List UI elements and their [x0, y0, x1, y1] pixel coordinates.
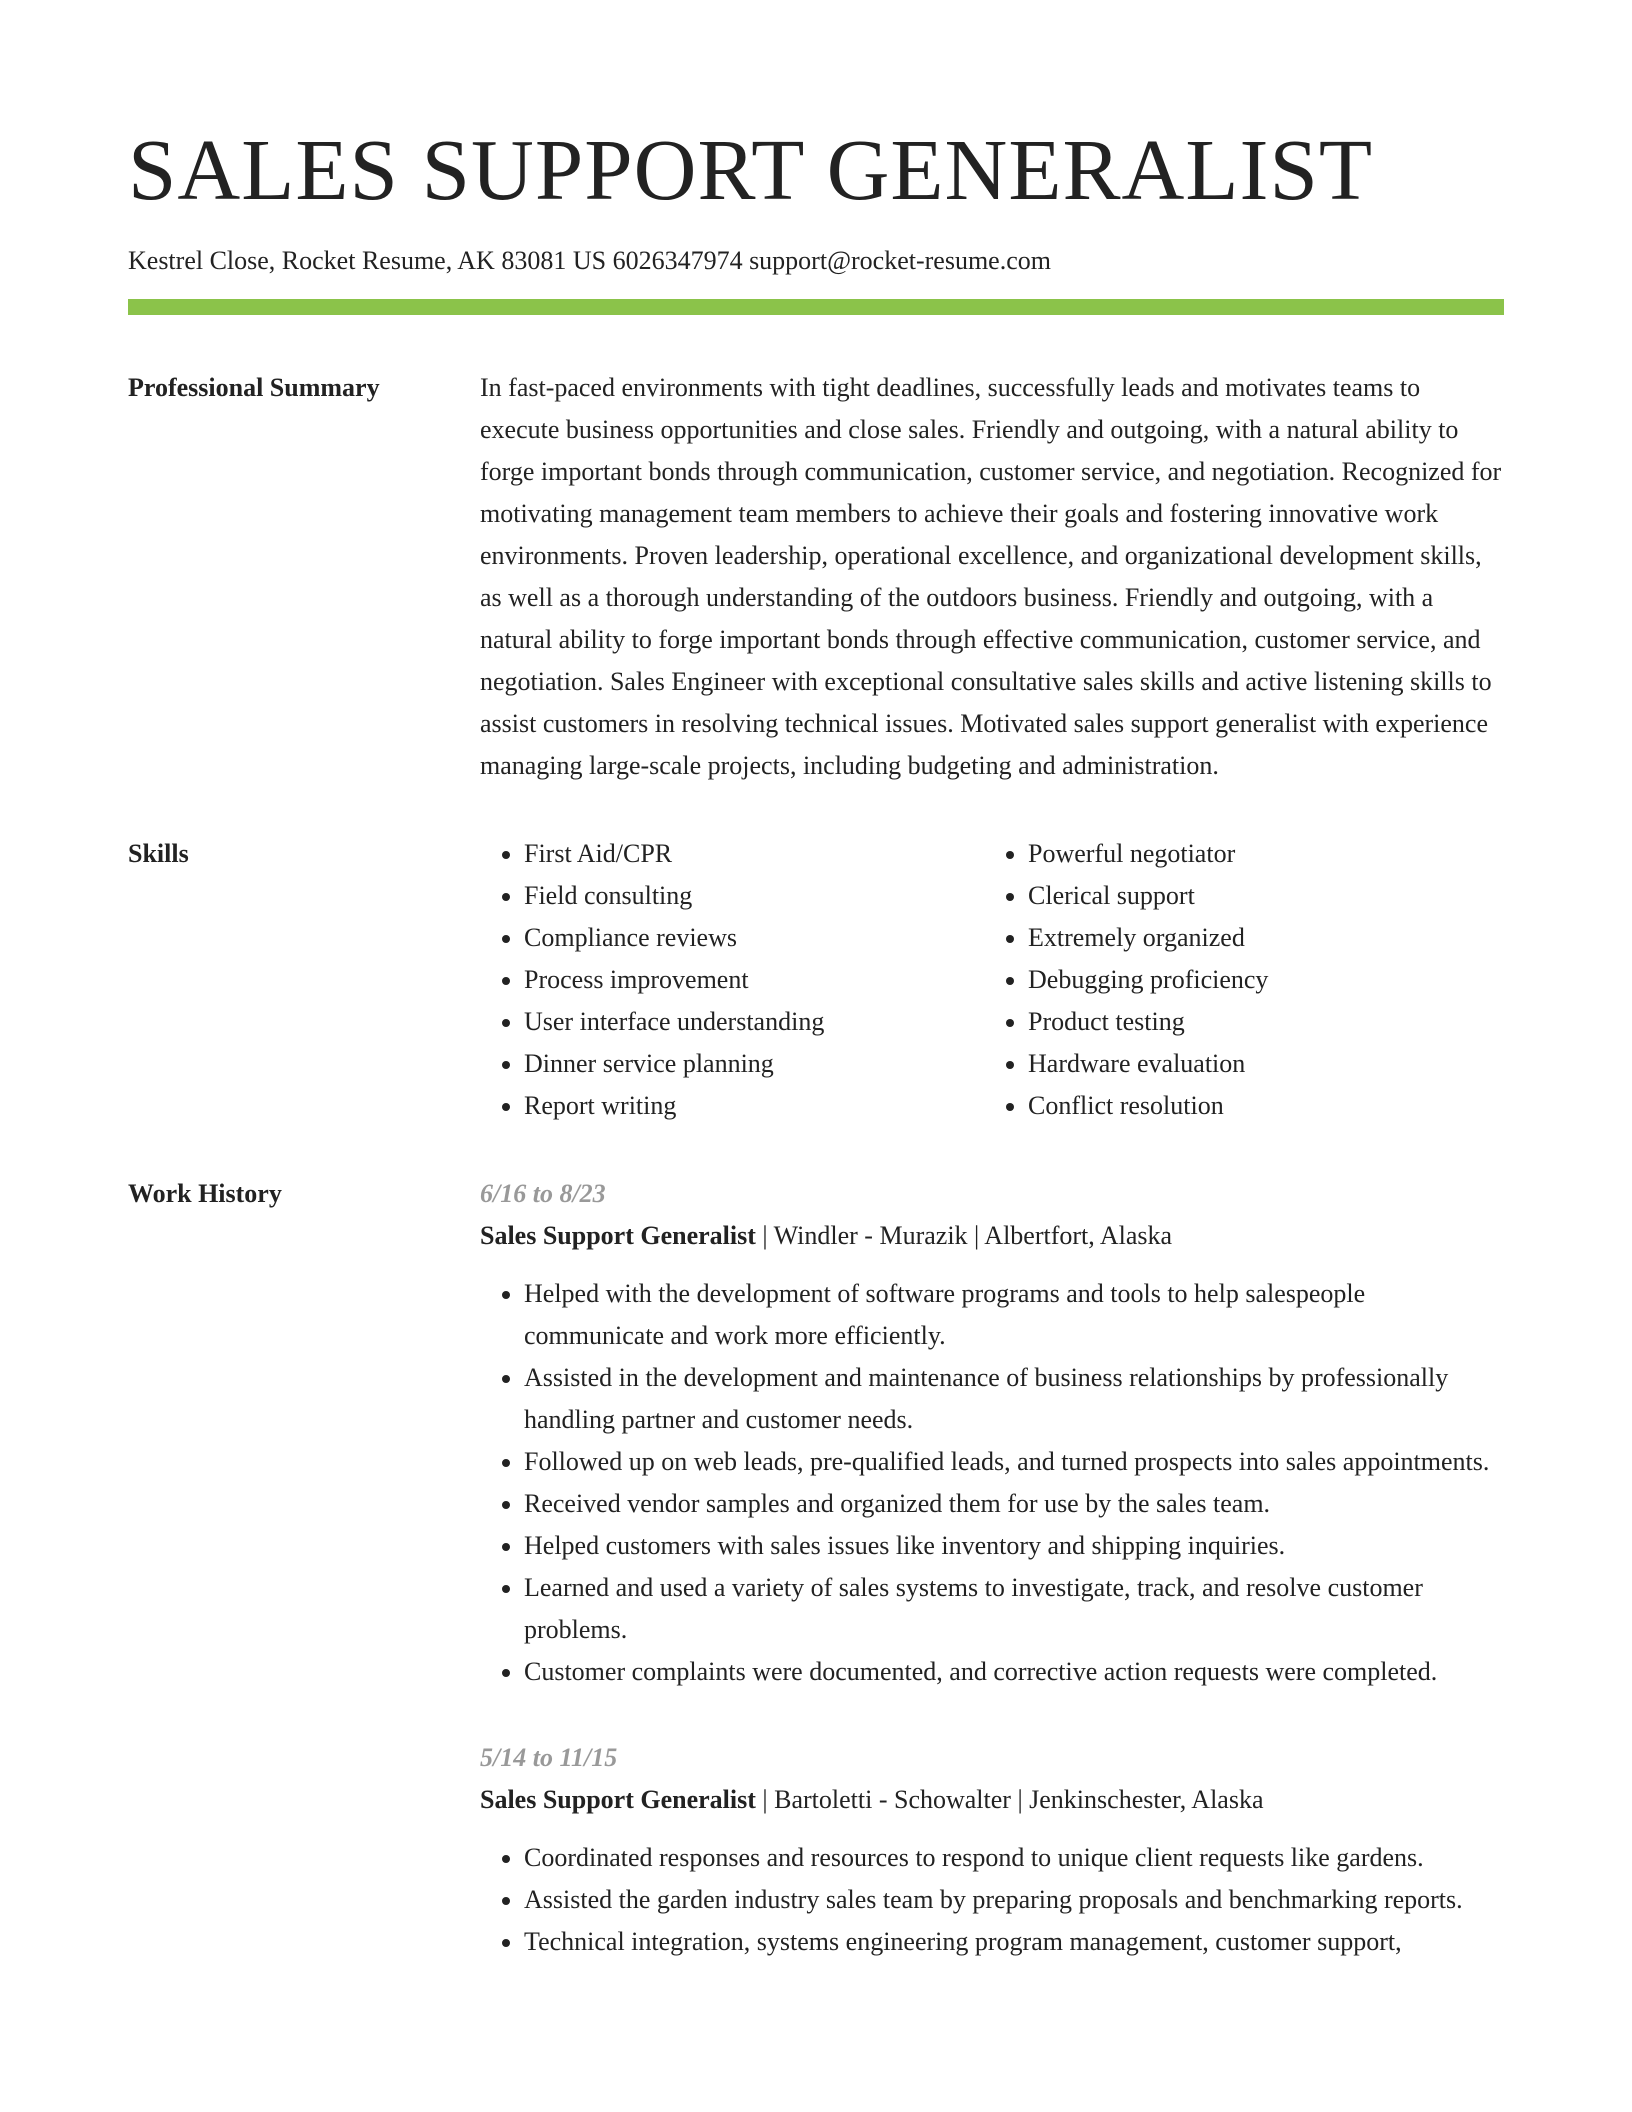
resume-page	[128, 120, 1504, 2007]
job-bullet: • Assisted the garden industry sales team by preparing proposals and benchmarking reports.	[524, 1879, 1504, 1921]
skill-item: • Dinner service planning	[524, 1043, 984, 1085]
job-employer-location: | Windler - Murazik | Albertfort, Alaska	[755, 1221, 1173, 1250]
job-bullet: • Followed up on web leads, pre-qualified leads, and turned prospects into sales appointments.	[524, 1441, 1504, 1483]
skill-item: • Conflict resolution	[1028, 1085, 1488, 1127]
skills-section	[128, 833, 1504, 1127]
job-bullet: • Technical integration, systems engineering program management, customer support,	[524, 1921, 1504, 1963]
job-title: Sales Support Generalist	[480, 1221, 756, 1250]
job-entry	[480, 1173, 1504, 1693]
skill-item: • User interface understanding	[524, 1001, 984, 1043]
summary-section	[128, 367, 1504, 787]
accent-divider	[128, 299, 1504, 315]
skill-item: • Compliance reviews	[524, 917, 984, 959]
skill-item: • Extremely organized	[1028, 917, 1488, 959]
skill-item: • Product testing	[1028, 1001, 1488, 1043]
job-bullet: • Assisted in the development and maintenance of business relationships by professionally handling partner and customer needs.	[524, 1357, 1504, 1441]
contact-line: Kestrel Close, Rocket Resume, AK 83081 US 6026347974 support@rocket-resume.com	[128, 246, 1051, 275]
skill-item: • Clerical support	[1028, 875, 1488, 917]
candidate-name: SALES SUPPORT GENERALIST	[128, 121, 1374, 218]
skills-body	[480, 833, 1504, 1127]
job-bullet: • Helped with the development of software programs and tools to help salespeople communicate and work more efficiently.	[524, 1273, 1504, 1357]
skill-item: • Report writing	[524, 1085, 984, 1127]
skill-item: • Process improvement	[524, 959, 984, 1001]
summary-body	[480, 367, 1504, 787]
skill-item: • Debugging proficiency	[1028, 959, 1488, 1001]
job-bullet: • Helped customers with sales issues like inventory and shipping inquiries.	[524, 1525, 1504, 1567]
skills-heading: Skills	[128, 839, 189, 868]
skill-item: • First Aid/CPR	[524, 833, 984, 875]
summary-heading: Professional Summary	[128, 373, 380, 402]
skill-item: • Field consulting	[524, 875, 984, 917]
job-bullet: • Received vendor samples and organized them for use by the sales team.	[524, 1483, 1504, 1525]
job-bullet: • Customer complaints were documented, and corrective action requests were completed.	[524, 1651, 1504, 1693]
job-dates: 5/14 to 11/15	[480, 1743, 618, 1772]
job-heading	[480, 1779, 1504, 1821]
skill-item: • Powerful negotiator	[1028, 833, 1488, 875]
skills-list-right	[984, 833, 1488, 1127]
job-employer-location: | Bartoletti - Schowalter | Jenkinschester, Alaska	[755, 1785, 1264, 1814]
job-heading	[480, 1215, 1504, 1257]
work-history-section	[128, 1173, 1504, 2007]
summary-text: In fast-paced environments with tight deadlines, successfully leads and motivates teams to execute business opportunities and close sales. Friendly and outgoing, with a natural ability to forge important bonds through communication, customer service, and negotiation. Recognized for motivating management team members to achieve their goals and fostering innovative work environments. Proven leadership, operational excellence, and organizational development skills, as well as a thorough understanding of the outdoors business. Friendly and outgoing, with a natural ability to forge important bonds through effective communication, customer service, and negotiation. Sales Engineer with exceptional consultative sales skills and active listening skills to assist customers in resolving technical issues. Motivated sales support generalist with experience managing large-scale projects, including budgeting and administration.	[480, 373, 1502, 780]
job-bullet: • Learned and used a variety of sales systems to investigate, track, and resolve customer problems.	[524, 1567, 1504, 1651]
job-bullet-list	[480, 1837, 1504, 1963]
skill-item: • Hardware evaluation	[1028, 1043, 1488, 1085]
job-bullet-list	[480, 1273, 1504, 1693]
job-bullet: • Coordinated responses and resources to respond to unique client requests like gardens.	[524, 1837, 1504, 1879]
work-history-body	[480, 1173, 1504, 2007]
work-history-heading: Work History	[128, 1179, 282, 1208]
job-title: Sales Support Generalist	[480, 1785, 756, 1814]
skills-list-left	[480, 833, 984, 1127]
job-entry	[480, 1737, 1504, 1963]
job-dates: 6/16 to 8/23	[480, 1179, 606, 1208]
